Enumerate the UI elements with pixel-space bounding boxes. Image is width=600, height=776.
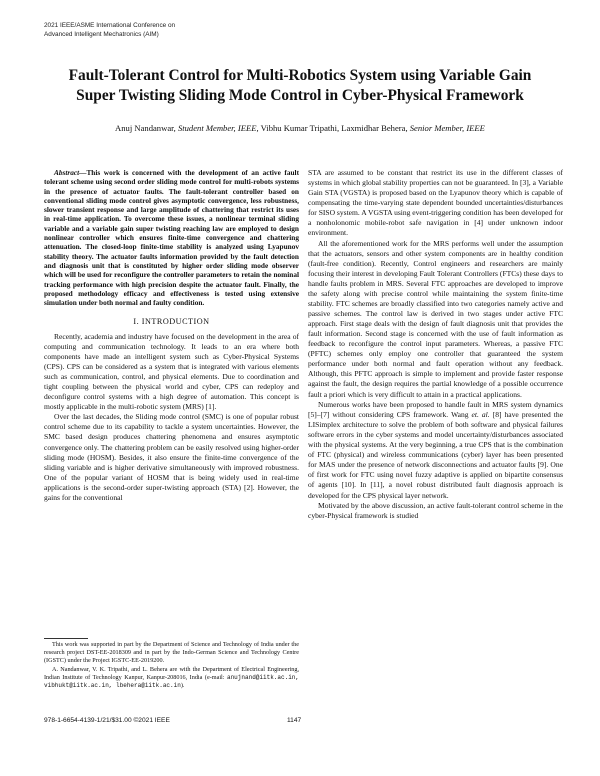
author-list	[40, 123, 560, 134]
affiliation-text: A. Nandanwar, V. K. Tripathi, and L. Behera are with the Department of Electrical Engineering, Indian Institute of Technology Kanpur, Kanpur-208016, India (e-mail:	[44, 665, 299, 681]
abstract-text: —This work is concerned with the development of an active fault tolerant scheme using second order sliding mode control for multi-robots systems in the presence of actuator faults. The fault-tolerant controller based on conventional sliding mode control gives asymptotic convergence, less robustness, slower transient response and large amplitude of chattering that restrict its uses in real-time application. To overcome these issues, a nonlinear terminal sliding variable and a variable gain super twisting reaching law are employed to design nonlinear controller which ensures finite-time convergence and chattering attenuation. The closed-loop finite-time stability is analyzed using Lyapunov stability theory. The actuator faults information provided by the fault detection and diagnosis unit that is constituted by higher order sliding mode observer which will be used for reconfigure the controller parameters to retain the nominal tracking performance with high precision despite the actuator fault. Finally, the proposed methodology efficacy and effectiveness is tested using extensive simulation under both normal and faulty condition.	[44, 168, 299, 308]
email-line-2: vibhukt@iitk.ac.in, lbehera@iitk.ac.in	[44, 681, 181, 689]
abstract-label: Abstract	[54, 168, 80, 177]
right-paragraph-2: All the aforementioned work for the MRS performs well under the assumption that the actuators, sensors and other system components are in healthy condition (fault-free condition). Recently, Control engineers and researchers are mainly focusing their interest in developing Fault Tolerant Controllers (FTCs) these days to handle faults problem in MRS. Several FTC approaches are developed to improve the safety along with precise control while maintaining the system finite-time stability. FTC schemes are broadly classified into two categories namely active and passive schemes. The control law is derived in two stages under active FTC approach. First stage deals with the design of fault diagnosis unit that provides the fault information. Second stage is concerned with the use of fault information as feedback to reconfigure the control input parameters. Whereas, a passive FTC (PFTC) schemes only employ one controller that guaranteed the system performance under both normal and fault operation without any feedback. Although, this PFTC approach is simple to implement and provide faster response against the fault, the design requires the partial knowledge of a possible occurrence fault a priori which is very difficult to attain in a practical applications.	[308, 238, 563, 399]
right-paragraph-4: Motivated by the above discussion, an active fault-tolerant control scheme in the cyber-Physical framework is studied	[308, 501, 563, 521]
conference-line-2: Advanced Intelligent Mechatronics (AIM)	[44, 30, 159, 38]
paper-title	[40, 66, 560, 106]
abstract	[44, 168, 299, 307]
left-column	[44, 168, 299, 503]
author-1-role: Student Member, IEEE	[177, 123, 257, 133]
isbn-copyright: 978-1-6654-4139-1/21/$31.00 ©2021 IEEE	[44, 717, 170, 724]
right-paragraph-3	[308, 400, 563, 500]
para3-text-b: [8] have presented the LISimplex architecture to solve the problem of both software and physical failures software errors in the cyber systems and model uncertainty/disturbances associated with the physical systems. At the very beginning, a true CPS that is the combination of FTC (physical) and wireless communications (cyber) layer has been presented for MAS under the presence of network disconnections and actuator faults [9]. One of first work for FTC using novel fuzzy adaptive is applied on bipartite consensus of agents [10]. In [11], a novel robust distributed fault diagnosis approach is developed for the CPS physical layer network.	[308, 410, 563, 500]
affiliation-closing: ).	[180, 681, 185, 689]
conference-header	[44, 22, 304, 39]
footnote-support: This work was supported in part by the Department of Science and Technology of India under the research project DST-EE-2018309 and in part by the Indo-German Science and Technology Centre (IGSTC) under the Project IGSTC-EE-2019200.	[44, 641, 299, 664]
intro-paragraph-1: Recently, academia and industry have focused on the development in the area of computing and communication technology. It leads to an era where both components have made an intelligent system such as Cyber-Physical Systems (CPS). CPS can be considered as a system that is integrated with various elements such as communication, control, and physical elements. Due to coordination and tight coupling between the physical world and cyber, CPS can redeploy and deconfigure control systems with a high degree of automation. This concept is mostly applicable in the multi-robotic system (MRS) [1].	[44, 331, 299, 411]
intro-paragraph-2: Over the last decades, the Sliding mode control (SMC) is one of popular robust control scheme due to its capability to tackle a system uncertainties. However, the SMC based design produces chattering phenomena and ensures asymptotic convergence only. The chattering problem can be easily resolved using higher-order sliding mode (HOSM). Besides, it also ensure the finite-time convergence of the sliding variable and is higher derivative simultaneously with improved robustness. One of the popular variant of HOSM that is being widely used in real-time applications is the second-order super-twisting approach (STA) [2]. However, the gains for the conventional	[44, 412, 299, 502]
section-heading-introduction: I. INTRODUCTION	[133, 317, 210, 327]
author-2-name: , Vibhu Kumar Tripathi, Laxmidhar Behera,	[256, 123, 410, 133]
title-line-2: Super Twisting Sliding Mode Control in Cyber-Physical Framework	[76, 87, 524, 104]
para3-text-a: Numerous works have been proposed to handle fault in MRS system dynamics [5]–[7] without considering CPS framework. Wang	[308, 400, 563, 420]
para3-etal: et. al.	[471, 410, 490, 420]
author-2-role: Senior Member, IEEE	[409, 123, 485, 133]
right-paragraph-1: STA are assumed to be constant that restrict its use in the different classes of systems in which global stability properties can not be guaranteed. In [3], a Variable Gain STA (VGSTA) is proposed based on the Lyapunov theory which is capable of compensating the time-varying state dependent bounded uncertainties/disturbances for SISO system. A VGSTA using event-triggering condition has been developed for a nonholonomic mobile-robot safe navigation in [4] under unknown indoor environment.	[308, 168, 563, 238]
footnote-affiliation	[44, 666, 299, 690]
right-column	[308, 168, 563, 521]
author-1-name: Anuj Nandanwar,	[115, 123, 178, 133]
footnote	[44, 641, 299, 689]
conference-line-1: 2021 IEEE/ASME International Conference on	[44, 22, 176, 29]
page-number: 1147	[287, 717, 302, 724]
title-line-1: Fault-Tolerant Control for Multi-Robotics System using Variable Gain	[68, 67, 532, 84]
footnote-rule	[44, 638, 88, 639]
email-line-1: anujnand@iitk.ac.in,	[226, 673, 299, 681]
